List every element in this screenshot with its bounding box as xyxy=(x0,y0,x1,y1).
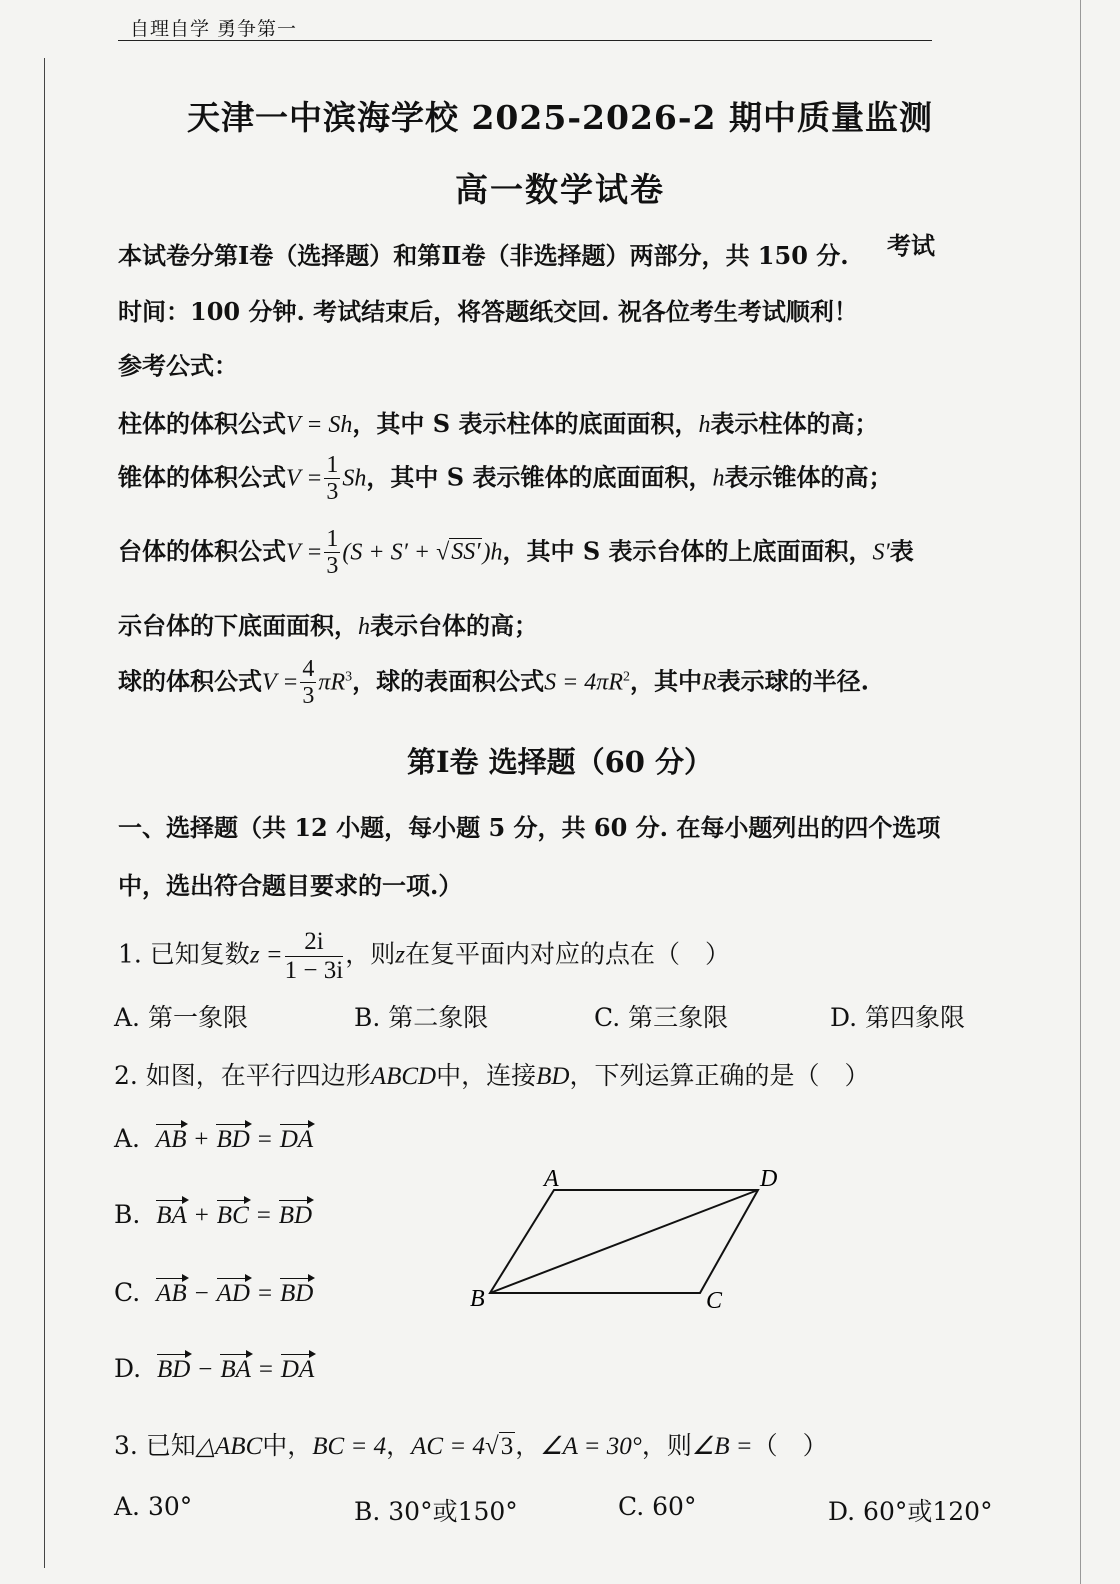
exam-title: 天津一中滨海学校 2025-2026-2 期中质量监测 xyxy=(186,98,934,137)
sphere-desc-3: 表示球的半径. xyxy=(716,666,870,696)
section-instructions-1: 一、选择题（共 12 小题，每小题 5 分，共 60 分. 在每小题列出的四个选项 xyxy=(118,813,941,842)
sphere-den: 3 xyxy=(302,683,315,710)
cone-den: 3 xyxy=(326,479,339,506)
question-2-stem xyxy=(114,1056,869,1092)
sphere-label: 球的体积公式 xyxy=(118,666,262,696)
formula-sphere xyxy=(118,656,869,710)
frustum-desc: ，其中 S 表示台体的上底面面积， xyxy=(502,536,873,566)
formula-prism xyxy=(118,404,878,439)
intro-line-1 xyxy=(118,231,935,271)
q2c-vec-2: AD xyxy=(216,1280,250,1307)
page-right-edge xyxy=(1080,0,1081,1584)
sphere-fraction xyxy=(300,656,316,710)
cone-label: 锥体的体积公式 xyxy=(118,462,286,492)
cone-h: h xyxy=(712,465,725,492)
q2b-op-2: = xyxy=(256,1202,271,1229)
q3-bc: BC = 4 xyxy=(312,1433,387,1460)
q1-stem-b: ，则 xyxy=(345,939,396,969)
q3-stem-e: ，则 xyxy=(641,1431,692,1460)
q1-fraction xyxy=(285,928,344,984)
sphere-exp: 3 xyxy=(345,669,353,685)
vertex-label-b: B xyxy=(470,1286,485,1312)
binding-margin-line xyxy=(44,58,45,1568)
vertex-label-d: D xyxy=(760,1166,778,1192)
cone-desc: ，其中 S 表示锥体的底面面积， xyxy=(366,462,713,492)
q2-option-a[interactable] xyxy=(114,1124,313,1154)
formula-frustum xyxy=(118,526,914,580)
q1-z: z = xyxy=(249,941,283,969)
q2a-op-1: + xyxy=(194,1126,209,1153)
prism-label: 柱体的体积公式 xyxy=(118,409,286,438)
intro-text-1: 本试卷分第Ⅰ卷（选择题）和第Ⅱ卷（非选择题）两部分，共 150 分. xyxy=(118,241,849,270)
q1-stem-a: 1. 已知复数 xyxy=(118,939,250,969)
exam-subtitle: 高一数学试卷 xyxy=(455,170,665,209)
q2c-label: C. xyxy=(114,1278,141,1307)
q2a-vec-2: BD xyxy=(216,1126,250,1153)
q2c-vec-3: BD xyxy=(280,1280,314,1307)
q1-option-b[interactable]: B. 第二象限 xyxy=(354,1003,489,1032)
q2d-op-1: − xyxy=(198,1356,213,1383)
q3-stem-c: ， xyxy=(386,1431,412,1460)
q3-option-d[interactable]: D. 60°或120° xyxy=(828,1497,993,1526)
q3-tri: △ABC xyxy=(195,1433,263,1460)
parallelogram-figure xyxy=(460,1160,790,1320)
q2b-vec-2: BC xyxy=(216,1202,249,1229)
frustum-desc-2: 表 xyxy=(889,536,914,566)
q2a-label: A. xyxy=(114,1124,141,1153)
q2-option-b[interactable] xyxy=(114,1200,312,1230)
q1-option-c[interactable]: C. 第三象限 xyxy=(594,1003,729,1032)
q3-ac-sqrt: 3 xyxy=(500,1433,514,1460)
prism-h: h xyxy=(698,412,711,438)
header-rule xyxy=(118,40,932,41)
sphere-desc-2: ，其中 xyxy=(630,666,702,696)
formula-heading: 参考公式： xyxy=(118,351,238,380)
q3-angle-a: ∠A = 30° xyxy=(540,1433,642,1460)
cone-num: 1 xyxy=(326,452,339,478)
frustum-s: S′ xyxy=(872,539,890,566)
q3-stem-a: 3. 已知 xyxy=(114,1431,196,1460)
sphere-num: 4 xyxy=(302,656,315,682)
q1-num: 2i xyxy=(285,928,344,957)
diagonal-bd xyxy=(490,1190,758,1293)
q1-option-a[interactable]: A. 第一象限 xyxy=(114,1003,248,1032)
q2b-op-1: + xyxy=(194,1202,209,1229)
vertex-label-c: C xyxy=(706,1288,723,1314)
frustum-h: h xyxy=(358,614,370,640)
q2-bd: BD xyxy=(536,1063,570,1090)
q2b-label: B. xyxy=(114,1200,141,1229)
q3-option-a[interactable]: A. 30° xyxy=(114,1492,193,1521)
q3-stem-b: 中， xyxy=(262,1431,313,1460)
q2c-op-1: − xyxy=(194,1280,209,1307)
q2c-vec-1: AB xyxy=(156,1280,187,1307)
section-title: 第Ⅰ卷 选择题（60 分） xyxy=(406,745,714,779)
cone-v: V = xyxy=(286,465,323,492)
formula-frustum-cont xyxy=(118,606,538,641)
q2d-op-2: = xyxy=(258,1356,273,1383)
q2c-op-2: = xyxy=(257,1280,273,1307)
q3-sqrt-symbol: √ xyxy=(484,1433,499,1460)
frustum-sqrt-symbol: √ xyxy=(436,539,450,566)
formula-cone xyxy=(118,452,892,506)
header-banner: 自理自学 勇争第一 xyxy=(130,18,298,40)
question-3-stem xyxy=(114,1426,828,1462)
q3-option-c[interactable]: C. 60° xyxy=(618,1492,697,1521)
cone-desc-2: 表示锥体的高； xyxy=(724,462,893,492)
q2-stem-b: 中，连接 xyxy=(436,1061,537,1090)
question-1-stem xyxy=(118,928,730,984)
q2a-op-2: = xyxy=(257,1126,272,1153)
q2-stem-c: ，下列运算正确的是（ ） xyxy=(569,1061,870,1090)
frustum-expr-1: (S + S′ + xyxy=(342,539,437,566)
cone-fraction xyxy=(324,452,340,506)
q2-option-c[interactable] xyxy=(114,1278,313,1308)
section-instructions-2: 中，选出符合题目要求的一项.） xyxy=(118,871,463,900)
frustum-fraction xyxy=(324,526,340,580)
q2a-vec-3: DA xyxy=(279,1126,314,1153)
sphere-r: R xyxy=(702,669,717,696)
prism-desc: ，其中 S 表示柱体的底面面积， xyxy=(352,409,699,438)
q3-option-b[interactable]: B. 30°或150° xyxy=(354,1497,518,1526)
prism-expr: V = Sh xyxy=(286,412,353,438)
frustum-den: 3 xyxy=(326,553,339,580)
frustum-sqrt: SS′ xyxy=(451,539,481,566)
cone-sh: Sh xyxy=(342,465,367,492)
frustum-label: 台体的体积公式 xyxy=(118,536,286,566)
q3-angle-b: ∠B = xyxy=(691,1433,753,1460)
sphere-v: V = xyxy=(262,669,299,696)
vertex-label-a: A xyxy=(544,1166,559,1192)
q3-ac: AC = 4 xyxy=(411,1433,485,1460)
frustum-num: 1 xyxy=(326,526,339,552)
sphere-desc: ，球的表面积公式 xyxy=(352,666,545,696)
q1-option-d[interactable]: D. 第四象限 xyxy=(830,1003,966,1032)
frustum-desc-4: 表示台体的高； xyxy=(370,611,538,640)
q2d-vec-2: BA xyxy=(220,1356,251,1383)
q1-stem-c: 在复平面内对应的点在（ ） xyxy=(404,939,730,969)
q2b-vec-3: BD xyxy=(278,1202,313,1229)
prism-desc-2: 表示柱体的高； xyxy=(710,409,879,438)
q2a-vec-1: AB xyxy=(155,1126,187,1153)
q2-stem-a: 2. 如图，在平行四边形 xyxy=(114,1061,371,1090)
q2-abcd: ABCD xyxy=(370,1063,437,1090)
q1-z2: z xyxy=(395,941,405,969)
intro-text-1-tail: 考试 xyxy=(886,231,935,260)
frustum-desc-3: 示台体的下底面面积， xyxy=(118,611,358,640)
q2-option-d[interactable] xyxy=(114,1354,314,1384)
frustum-expr-2: )h xyxy=(482,539,503,566)
q3-stem-f: （ ） xyxy=(752,1431,828,1460)
sphere-s: S = 4πR xyxy=(544,669,623,696)
q2d-label: D. xyxy=(114,1354,142,1383)
q2b-vec-1: BA xyxy=(156,1202,187,1229)
frustum-v: V = xyxy=(286,539,323,566)
q1-den: 1 − 3i xyxy=(284,956,344,984)
sphere-s-exp: 2 xyxy=(623,669,630,685)
q3-stem-d: ， xyxy=(515,1431,541,1460)
q2d-vec-3: DA xyxy=(280,1356,315,1383)
q2d-vec-1: BD xyxy=(157,1356,191,1383)
sphere-pr: πR xyxy=(318,669,346,696)
intro-line-2: 时间：100 分钟. 考试结束后，将答题纸交回. 祝各位考生考试顺利！ xyxy=(118,297,858,326)
